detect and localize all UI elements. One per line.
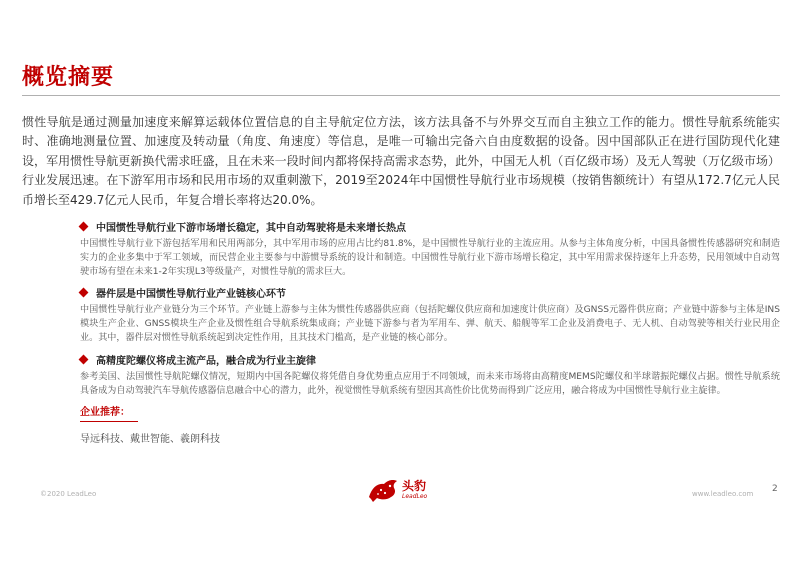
section-gyroscope xyxy=(80,351,780,398)
recommend-label: 企业推荐： xyxy=(80,406,130,418)
section-body: 中国惯性导航行业下游包括军用和民用两部分，其中军用市场的应用占比约81.8%，是中国惯性导航行业的主流应用。从参与主体角度分析，中国具备惯性传感器研究和制造实力的企业多集中于军工领域，而民营企业主要参与中游惯导系统的设计和制造。中国惯性导航行业下游市场增长稳定，其中军用需求保持逐年上升态势，民用领域中自动驾驶市场有望在未来1-2年实现L3等级量产，对惯性导航的需求巨大。 xyxy=(80,239,780,278)
leadleo-logo xyxy=(366,475,427,505)
section-body: 参考美国、法国惯性导航陀螺仪情况，短期内中国各陀螺仪将凭借自身优势重点应用于不同领域，而未来市场将由高精度MEMS陀螺仪和半球谐振陀螺仪占据。惯性导航系统具备成为自动驾驶汽车导航传感器信息融合中心的潜力，此外，视觉惯性导航系统有望因其高性价比优势而得到广泛应用，融合将成为中国惯性导航行业主旋律。 xyxy=(80,371,780,396)
page-number: 2 xyxy=(772,484,778,494)
recommend-companies: 导远科技、戴世智能、羲朗科技 xyxy=(80,433,220,445)
diamond-bullet-icon xyxy=(79,222,89,232)
section-title: 中国惯性导航行业下游市场增长稳定，其中自动驾驶将是未来增长热点 xyxy=(96,223,406,234)
diamond-bullet-icon xyxy=(79,354,89,364)
section-industry-chain xyxy=(80,284,780,345)
logo-chinese-name: 头豹 xyxy=(402,479,427,493)
leopard-logo-icon xyxy=(366,475,400,505)
company-recommendation xyxy=(80,403,780,445)
section-title: 器件层是中国惯性导航行业产业链核心环节 xyxy=(96,289,286,301)
logo-english-name: LeadLeo xyxy=(402,493,428,500)
intro-paragraph: 惯性导航是通过测量加速度来解算运载体位置信息的自主导航定位方法，该方法具备不与外界交互而自主独立工作的能力。惯性导航系统能实时、准确地测量位置、加速度及转动量（角度、角速度）等信息，是唯一可输出完备六自由度数据的设备。因中国部队正在进行国防现代化建设，军用惯性导航更新换代需求旺盛，且在未来一段时间内都将保持高需求态势，此外，中国无人机（百亿级市场）及无人驾驶（万亿级市场）行业发展迅速。在下游军用市场和民用市场的双重刺激下，2019至2024年中国惯性导航行业市场规模（按销售额统计）有望从172.7亿元人民币增长至429.7亿元人民币，年复合增长率将达20.0%。 xyxy=(22,115,780,207)
recommend-underline xyxy=(80,421,138,422)
section-header xyxy=(80,284,780,301)
page-title: 概览摘要 xyxy=(22,65,115,90)
section-title: 高精度陀螺仪将成主流产品，融合成为行业主旋律 xyxy=(96,355,316,367)
section-header xyxy=(80,351,780,368)
diamond-bullet-icon xyxy=(79,288,89,298)
title-divider xyxy=(22,95,780,96)
section-downstream xyxy=(80,218,780,279)
section-header xyxy=(80,218,780,235)
logo-text xyxy=(402,479,427,501)
section-body: 中国惯性导航行业产业链分为三个环节。产业链上游参与主体为惯性传感器供应商（包括陀螺仪供应商和加速度计供应商）及GNSS元器件供应商；产业链中游参与主体是INS模块生产企业、GNSS模块生产企业及惯性组合导航系统集成商；产业链下游参与者为军用车、弹、航天、船舰等军工企业及消费电子、无人机、自动驾驶等相关行业民用企业。其中，器件层对惯性导航系统起到决定性作用，且其技术门槛高，是产业链的核心部分。 xyxy=(80,305,780,344)
footer-website: www.leadleo.com xyxy=(692,490,754,498)
footer-copyright: ©2020 LeadLeo xyxy=(40,490,97,498)
summary-sections xyxy=(80,218,780,445)
